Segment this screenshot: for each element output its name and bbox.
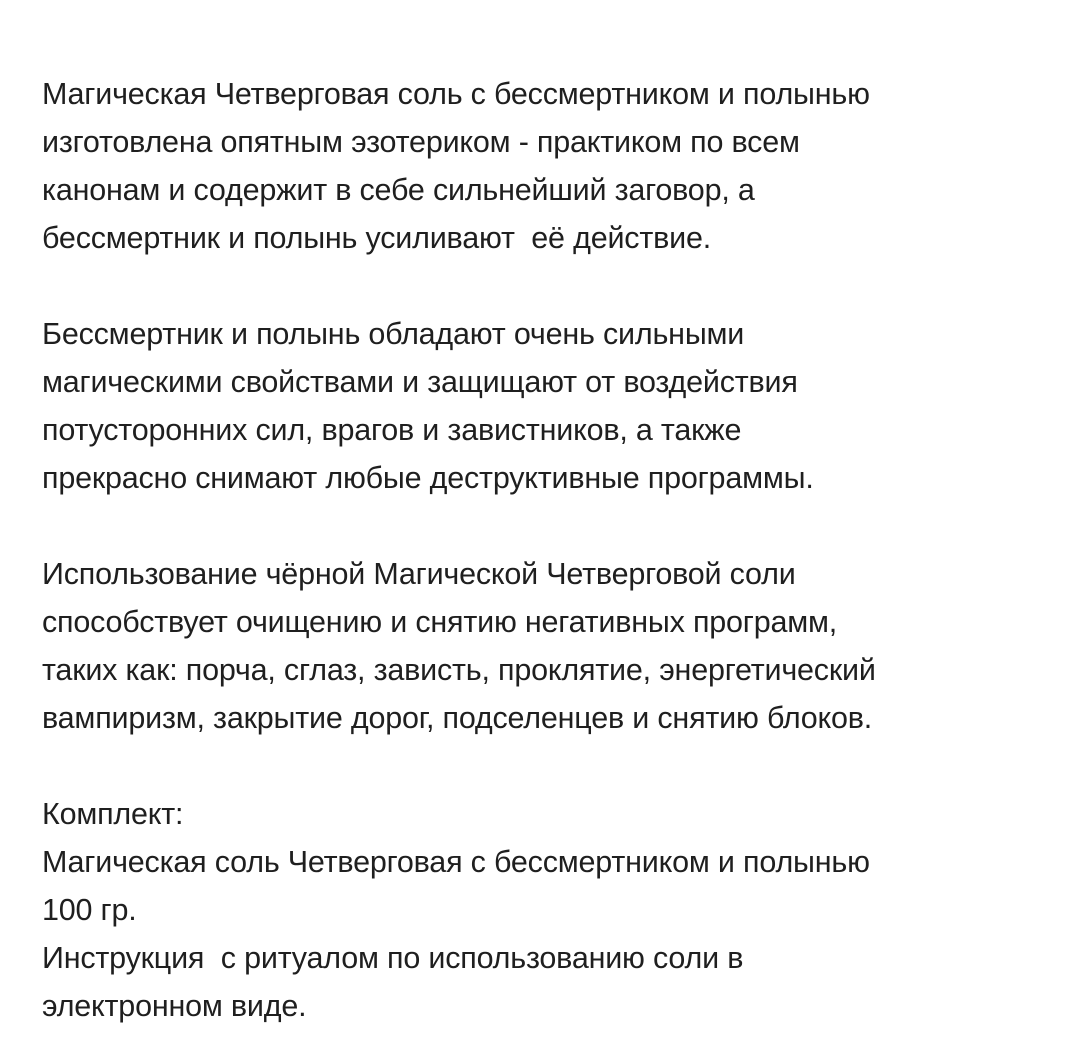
paragraph-kit-contents — [42, 790, 1062, 1030]
text-line: изготовлена опятным эзотериком - практиком по всем — [42, 125, 800, 159]
text-line: способствует очищению и снятию негативных программ, — [42, 605, 838, 639]
kit-item-salt-weight: 100 гр. — [42, 893, 137, 927]
text-line: канонам и содержит в себе сильнейший заговор, а — [42, 173, 755, 207]
product-description — [42, 70, 1062, 1030]
paragraph-usage — [42, 550, 1062, 742]
text-line: таких как: порча, сглаз, зависть, проклятие, энергетический — [42, 653, 876, 687]
kit-heading: Комплект: — [42, 797, 184, 831]
text-line: бессмертник и полынь усиливают её действие. — [42, 221, 711, 255]
text-line: потусторонних сил, врагов и завистников, а также — [42, 413, 742, 447]
text-line: Использование чёрной Магической Четверговой соли — [42, 557, 796, 591]
text-line: магическими свойствами и защищают от воздействия — [42, 365, 798, 399]
text-line: прекрасно снимают любые деструктивные программы. — [42, 461, 814, 495]
text-line: вампиризм, закрытие дорог, подселенцев и снятию блоков. — [42, 701, 873, 735]
paragraph-intro — [42, 70, 1062, 262]
kit-item-instruction: Инструкция с ритуалом по использованию соли в — [42, 941, 744, 975]
text-line: Магическая Четверговая соль с бессмертником и полынью — [42, 77, 870, 111]
kit-item-salt: Магическая соль Четверговая с бессмертником и полынью — [42, 845, 870, 879]
paragraph-properties — [42, 310, 1062, 502]
text-line: Бессмертник и полынь обладают очень сильными — [42, 317, 745, 351]
kit-item-instruction-format: электронном виде. — [42, 989, 307, 1023]
